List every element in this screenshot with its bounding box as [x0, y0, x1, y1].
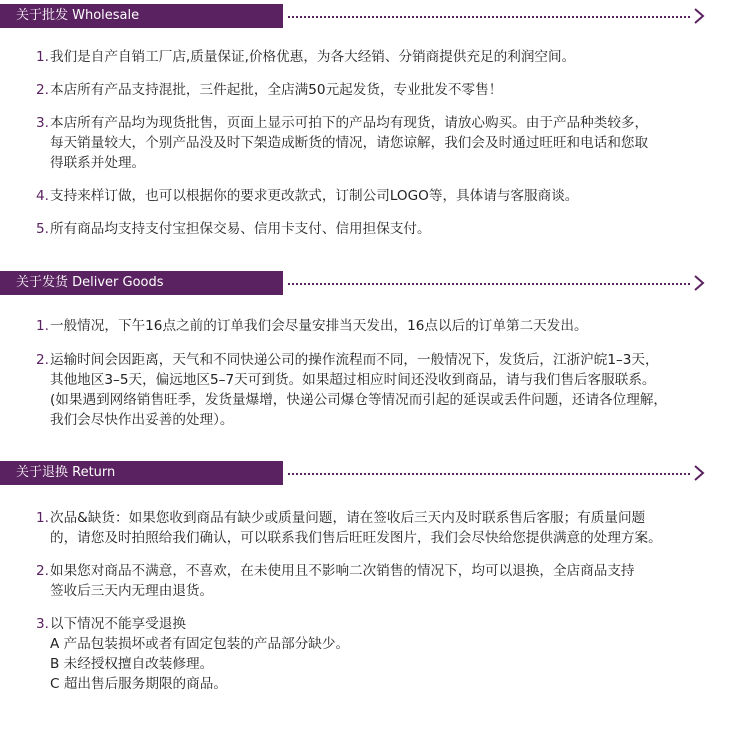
- item-text: 所有商品均支持支付宝担保交易、信用卡支付、信用担保支付。: [50, 221, 431, 237]
- item-text: 以下情况不能享受退换: [50, 616, 186, 632]
- item-text: 我们会尽快作出妥善的处理）。: [50, 412, 234, 428]
- list-item: [36, 113, 720, 173]
- dotted-divider: [288, 283, 690, 285]
- list-item: [36, 186, 720, 206]
- section-header-return: [0, 461, 750, 485]
- list-item: [36, 316, 720, 336]
- item-text: 支持来样订做，也可以根据你的要求更改款式，订制公司LOGO等，具体请与客服商谈。: [50, 188, 579, 204]
- item-text: 得联系并处理。: [50, 155, 146, 171]
- list-item: [36, 508, 720, 548]
- sub-item-text: B 未经授权擅自改装修理。: [50, 656, 214, 672]
- chevron-right-icon: [692, 274, 706, 292]
- item-number: 1.: [36, 318, 49, 334]
- list-item: [36, 219, 720, 239]
- section-title: 关于发货 Deliver Goods: [0, 271, 283, 295]
- item-text: 签收后三天内无理由退货。: [50, 583, 214, 599]
- item-text: 运输时间会因距离，天气和不同快递公司的操作流程而不同，一般情况下，发货后，江浙沪皖1–3天，: [50, 352, 659, 368]
- item-number: 1.: [36, 49, 49, 65]
- item-number: 4.: [36, 188, 49, 204]
- dotted-divider: [288, 16, 690, 18]
- item-text: (如果遇到网络销售旺季，发货量爆增，快递公司爆仓等情况而引起的延误或丢件问题，还请各位理解，: [50, 392, 668, 408]
- list-item: [36, 80, 720, 100]
- item-text: 的，请您及时拍照给我们确认，可以联系我们售后旺旺发图片，我们会尽快给您提供满意的处理方案。: [50, 530, 662, 546]
- section-title: 关于批发 Wholesale: [0, 4, 283, 28]
- item-text: 如果您对商品不满意，不喜欢，在未使用且不影响二次销售的情况下，均可以退换，全店商品支持: [50, 563, 635, 579]
- item-text: 一般情况，下午16点之前的订单我们会尽量安排当天发出，16点以后的订单第二天发出。: [50, 318, 588, 334]
- sub-item-text: A 产品包装损坏或者有固定包装的产品部分缺少。: [50, 636, 350, 652]
- item-number: 3.: [36, 115, 49, 131]
- list-item: [36, 614, 720, 694]
- list-item: [36, 350, 720, 430]
- list-item: [36, 47, 720, 67]
- item-text: 我们是自产自销工厂店,质量保证,价格优惠，为各大经销、分销商提供充足的利润空间。: [50, 49, 576, 65]
- section-title: 关于退换 Return: [0, 461, 283, 485]
- section-header-delivery: [0, 271, 750, 295]
- item-text: 本店所有产品均为现货批售，页面上显示可拍下的产品均有现货，请放心购买。由于产品种类较多，: [50, 115, 649, 131]
- item-text: 每天销量较大，个别产品没及时下架造成断货的情况，请您谅解，我们会及时通过旺旺和电话和您取: [50, 135, 649, 151]
- chevron-right-icon: [692, 464, 706, 482]
- item-text: 本店所有产品支持混批，三件起批，全店满50元起发货，专业批发不零售！: [50, 82, 503, 98]
- sub-item-text: C 超出售后服务期限的商品。: [50, 676, 227, 692]
- item-number: 2.: [36, 563, 49, 579]
- dotted-divider: [288, 473, 690, 475]
- item-number: 5.: [36, 221, 49, 237]
- section-header-wholesale: [0, 4, 750, 28]
- item-text: 次品&缺货：如果您收到商品有缺少或质量问题，请在签收后三天内及时联系售后客服；有质量问题: [50, 510, 646, 526]
- item-number: 2.: [36, 352, 49, 368]
- list-item: [36, 561, 720, 601]
- item-text: 其他地区3–5天，偏远地区5–7天可到货。如果超过相应时间还没收到商品，请与我们售后客服联系。: [50, 372, 656, 388]
- item-number: 1.: [36, 510, 49, 526]
- chevron-right-icon: [692, 7, 706, 25]
- item-number: 2.: [36, 82, 49, 98]
- item-number: 3.: [36, 616, 49, 632]
